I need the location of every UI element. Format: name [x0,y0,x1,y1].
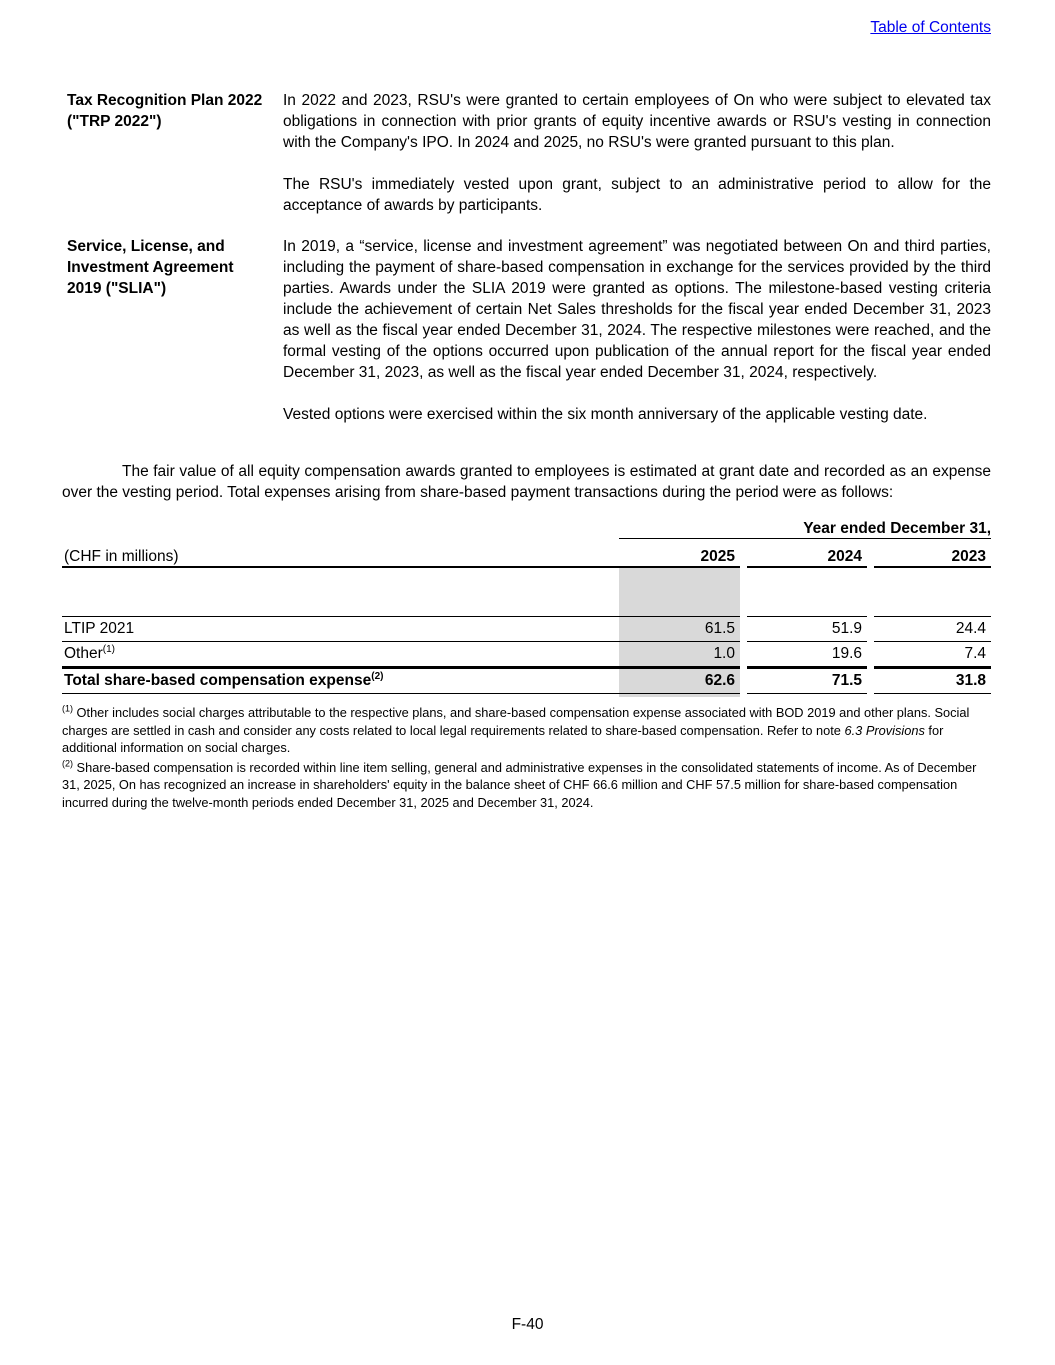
definition-block-trp-2022 [62,90,991,216]
value-cell-2023: 24.4 [874,617,991,642]
value-cell-2025: 1.0 [619,642,740,668]
value-cell-2024: 19.6 [747,642,867,668]
column-gap [740,539,747,568]
column-header-2025: 2025 [619,539,740,568]
column-gap [740,567,747,617]
row-label: Total share-based compensation expense$^{(2)}$ [62,668,619,694]
column-gap [740,617,747,642]
italic-reference: 6.3 Provisions [844,722,925,738]
table-of-contents-link[interactable]: Table of Contents [870,19,991,36]
value-cell-2024: 51.9 [747,617,867,642]
column-gap [740,668,747,694]
paragraph: In 2019, a “service, license and investment agreement” was negotiated between On and third parties, including the payment of share-based compensation in exchange for the services provided by the third parties. Awards under the SLIA 2019 were granted as options. The milestone-based vesting criteria include the achievement of certain Net Sales thresholds for the fiscal year ended December 31, 2023 as well as the fiscal year ended December 31, 2024. The respective milestones were reached, and the formal vesting of the options occurred upon publication of the annual report for the fiscal year ended December 31, 2023, as well as the fiscal year ended December 31, 2024, respectively. [283,238,991,381]
intro-paragraph: The fair value of all equity compensation awards granted to employees is estimated at grant date and recorded as an expense over the vesting period. Total expenses arising from share-based payment transactions during the period were as follows: [62,463,991,501]
column-header-2024: 2024 [747,539,867,568]
column-gap [867,694,874,698]
table-row-total [62,668,991,694]
column-gap [867,567,874,617]
paragraph: In 2022 and 2023, RSU's were granted to certain employees of On who were subject to elevated tax obligations in connection with prior grants of equity incentive awards or RSU's vesting in connection with the Company's IPO. In 2024 and 2025, no RSU's were granted pursuant to this plan. [283,92,991,151]
row-label: Other$^{(1)}$ [62,642,619,668]
column-gap [867,539,874,568]
page-number: F-40 [511,1316,544,1333]
value-cell-2023: 7.4 [874,642,991,668]
column-gap [867,668,874,694]
spacer-cell [62,694,619,698]
definition-term-slia-2019: Service, License, and Investment Agreement 2019 ("SLIA") [67,238,234,297]
definition-body [283,90,991,216]
footnote-2: $^{(2)}$ Share-based compensation is recorded within line item selling, general and administrative expenses in the consolidated statements of income. As of December 31, 2025, On has recognized an increase in shareholders' equity in the balance sheet of CHF 66.6 million and CHF 57.5 million for share-based compensation incurred during the twelve-month periods ended December 31, 2025 and December 31, 2024. [62,758,977,810]
value-cell-2024: 71.5 [747,668,867,694]
highlighted-spacer-cell [619,567,740,617]
spacer-cell [62,517,619,539]
share-based-compensation-table [62,517,991,697]
definition-term-trp-2022: Tax Recognition Plan 2022 ("TRP 2022") [67,92,263,130]
column-gap [740,694,747,698]
definition-body [283,236,991,425]
paragraph: The RSU's immediately vested upon grant, subject to an administrative period to allow for the acceptance of awards by participants. [283,176,991,214]
column-gap [867,642,874,668]
value-cell-2025: 61.5 [619,617,740,642]
definition-block-slia-2019 [62,236,991,425]
spacer-cell [747,694,867,698]
table-row-other [62,642,991,668]
footnotes [62,704,991,812]
paragraph: Vested options were exercised within the six month anniversary of the applicable vesting date. [283,406,928,423]
spacer-cell [874,694,991,698]
footnote-1: $^{(1)}$ Other includes social charges attributable to the respective plans, and share-based compensation expense associated with BOD 2019 and other plans. Social charges are settled in cash and consider any costs related to local legal requirements related to share-based compensation. Refer to note 6.3 Provisions for additional information on social charges. [62,703,970,756]
footnote-marker: (2) [62,758,73,769]
header [62,18,991,38]
footnote-ref: (1) [102,643,115,655]
value-cell-2023: 31.8 [874,668,991,694]
row-label: LTIP 2021 [62,617,619,642]
table-row-ltip-2021 [62,617,991,642]
column-gap [740,642,747,668]
spacer-cell [62,567,619,617]
table-spacer-row [62,567,991,617]
spacer-cell [747,567,867,617]
table-caption: Year ended December 31, [619,517,991,539]
column-gap [867,617,874,642]
table-tail-row [62,694,991,698]
footnote-marker: (1) [62,703,73,714]
highlighted-spacer-cell [619,694,740,698]
column-header-2023: 2023 [874,539,991,568]
value-cell-2025: 62.6 [619,668,740,694]
table-caption-row [62,517,991,539]
footnote-ref: (2) [371,670,384,682]
spacer-cell [874,567,991,617]
table-header-row [62,539,991,568]
unit-label: (CHF in millions) [62,539,619,568]
